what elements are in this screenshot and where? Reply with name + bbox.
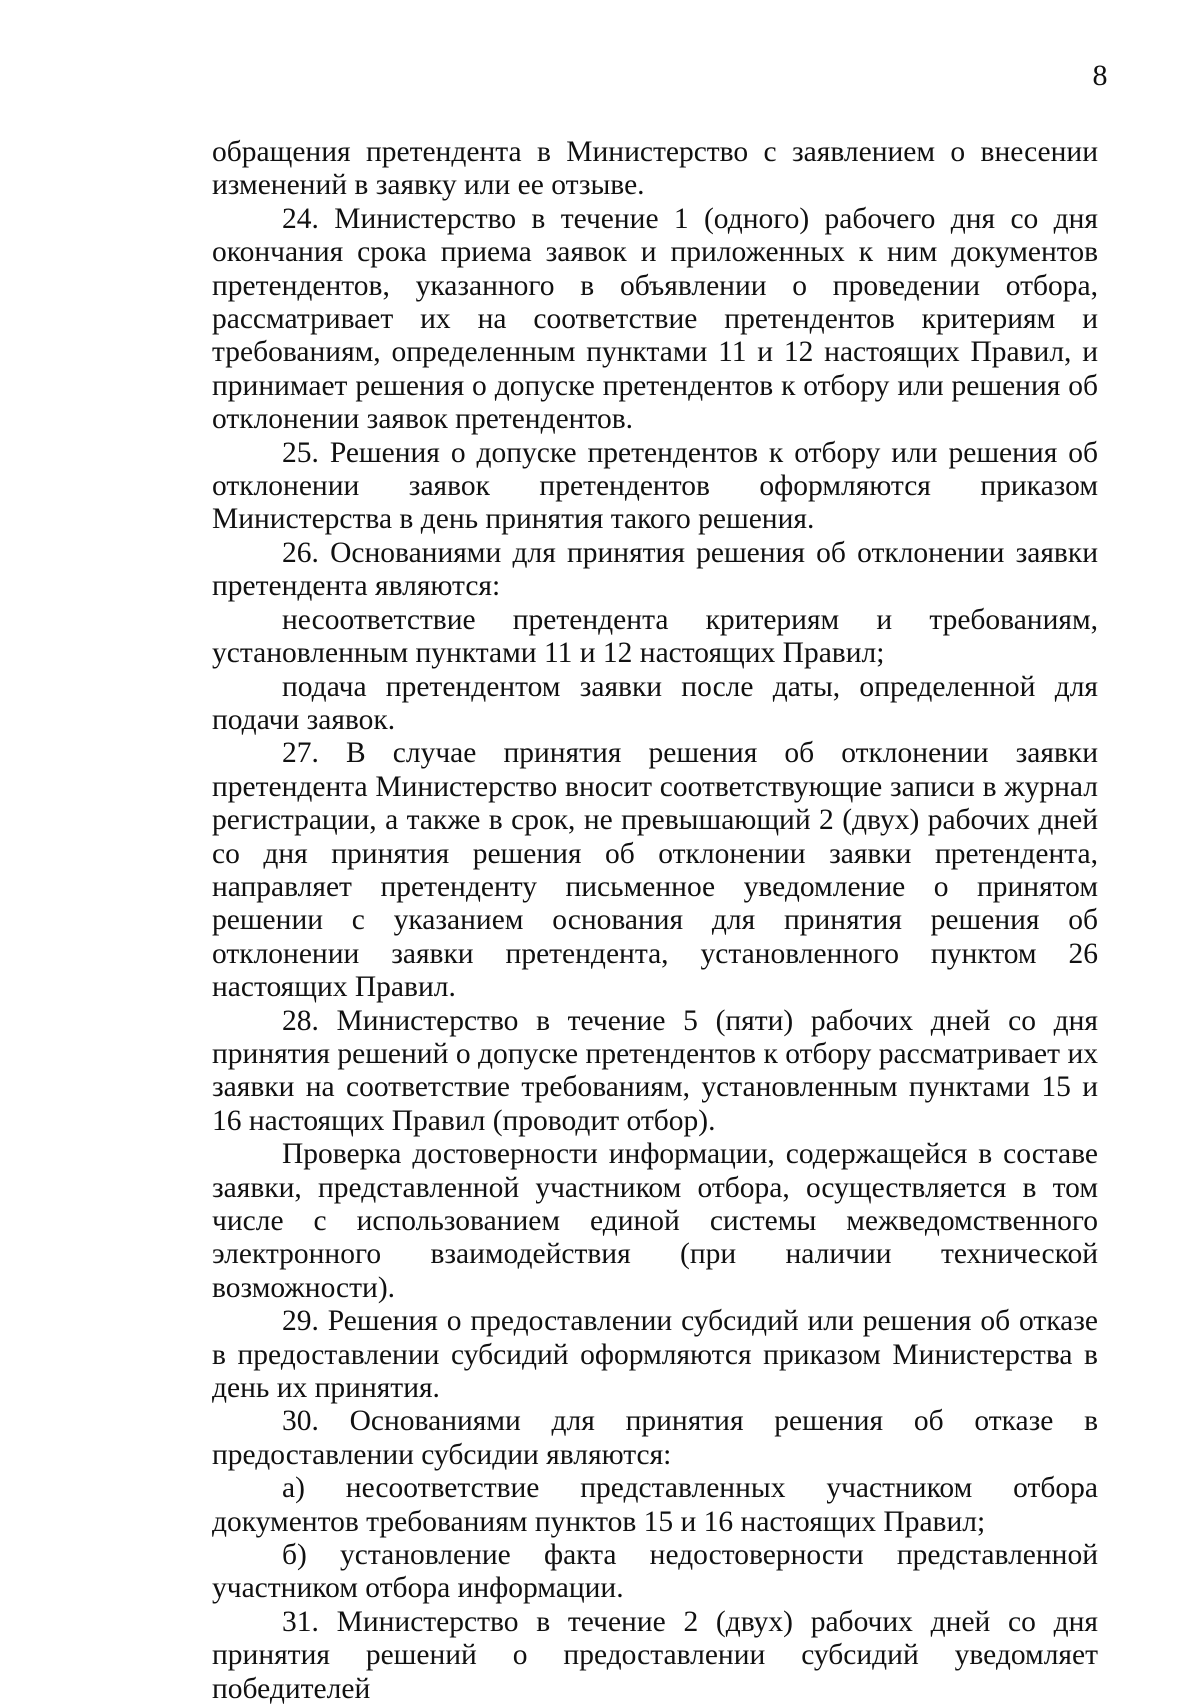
paragraph-30-item-b: б) установление факта недостоверности представленной участником отбора информации. <box>212 1539 1098 1605</box>
paragraph-28: 28. Министерство в течение 5 (пяти) рабочих дней со дня принятия решений о допуске претендентов к отбору рассматривает их заявки на соответствие требованиям, установленным пунктами 15 и 16 настоящих Правил (проводит отбор). <box>212 1004 1098 1137</box>
paragraph-27: 27. В случае принятия решения об отклонении заявки претендента Министерство вносит соответствующие записи в журнал регистрации, а также в срок, не превышающий 2 (двух) рабочих дней со дня принятия решения об отклонении заявки претендента, направляет претенденту письменное уведомление о принятом решении с указанием основания для принятия решения об отклонении заявки претендента, установленного пунктом 26 настоящих Правил. <box>212 737 1098 1004</box>
paragraph-28-verification: Проверка достоверности информации, содержащейся в составе заявки, представленной участником отбора, осуществляется в том числе с использованием единой системы межведомственного электронного взаимодействия (при наличии технической возможности). <box>212 1138 1098 1304</box>
paragraph-25: 25. Решения о допуске претендентов к отбору или решения об отклонении заявок претендентов оформляются приказом Министерства в день принятия такого решения. <box>212 436 1098 536</box>
paragraph-26-item-1: несоответствие претендента критериям и требованиям, установленным пунктами 11 и 12 настоящих Правил; <box>212 603 1098 670</box>
paragraph-24: 24. Министерство в течение 1 (одного) рабочего дня со дня окончания срока приема заявок и приложенных к ним документов претендентов, указанного в объявлении о проведении отбора, рассматривает их на соответствие претендентов критериям и требованиям, определенным пунктами 11 и 12 настоящих Правил, и принимает решения о допуске претендентов к отбору или решения об отклонении заявок претендентов. <box>212 202 1098 436</box>
paragraph-30-item-a: а) несоответствие представленных участником отбора документов требованиям пунктов 15 и 16 настоящих Правил; <box>212 1472 1098 1538</box>
document-body <box>212 136 1098 1706</box>
paragraph-29: 29. Решения о предоставлении субсидий или решения об отказе в предоставлении субсидий оформляются приказом Министерства в день их принятия. <box>212 1305 1098 1405</box>
paragraph-26: 26. Основаниями для принятия решения об отклонении заявки претендента являются: <box>212 536 1098 603</box>
paragraph-31: 31. Министерство в течение 2 (двух) рабочих дней со дня принятия решений о предоставлении субсидий уведомляет победителей <box>212 1605 1098 1705</box>
paragraph-30: 30. Основаниями для принятия решения об отказе в предоставлении субсидии являются: <box>212 1405 1098 1471</box>
paragraph-continuation: обращения претендента в Министерство с заявлением о внесении изменений в заявку или ее отзыве. <box>212 136 1098 202</box>
page-number: 8 <box>1092 59 1108 92</box>
paragraph-26-item-2: подача претендентом заявки после даты, определенной для подачи заявок. <box>212 670 1098 736</box>
